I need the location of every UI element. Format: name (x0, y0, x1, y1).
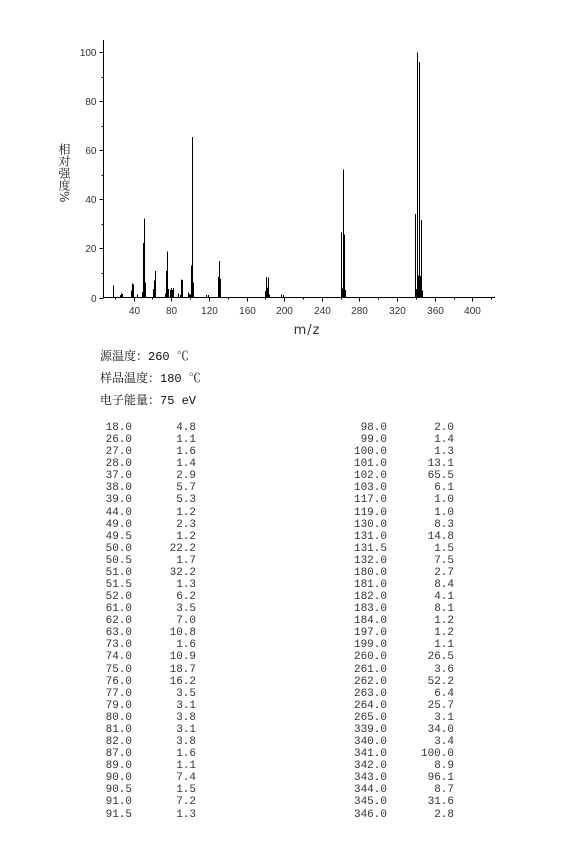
peak-row (330, 579, 454, 591)
mz-value: 339.0 (353, 723, 387, 736)
peak-row (330, 736, 454, 748)
mz-value: 81.0 (105, 723, 132, 736)
mz-value: 131.0 (353, 530, 387, 543)
mz-value: 75.0 (105, 663, 132, 676)
intensity-value: 1.0 (434, 506, 454, 519)
x-tick-label: 80 (165, 306, 178, 317)
peak-row (100, 627, 196, 639)
intensity-value: 8.7 (434, 784, 454, 797)
x-tick-label: 400 (464, 306, 481, 317)
peak-row (330, 700, 454, 712)
mz-value: 199.0 (353, 639, 387, 652)
peak-row (330, 676, 454, 688)
mz-value: 345.0 (353, 796, 387, 809)
x-tick-label: 160 (239, 306, 256, 317)
peak-row (330, 434, 454, 446)
peak-row (100, 591, 196, 603)
intensity-value: 2.7 (434, 566, 454, 579)
intensity-value: 2.3 (176, 518, 196, 531)
peak-row (100, 796, 196, 808)
mz-value: 80.0 (105, 711, 132, 724)
peak-row (330, 567, 454, 579)
intensity-value: 3.8 (176, 711, 196, 724)
peak-row (330, 591, 454, 603)
mz-value: 51.0 (105, 566, 132, 579)
peak-row (330, 809, 454, 821)
spectrum-plot (0, 0, 570, 345)
mz-value: 181.0 (353, 579, 387, 592)
peak-row (330, 784, 454, 796)
mz-value: 37.0 (105, 470, 132, 483)
mz-value: 49.5 (105, 530, 132, 543)
peak-row (100, 567, 196, 579)
peak-row (100, 603, 196, 615)
intensity-value: 2.8 (434, 808, 454, 821)
intensity-value: 18.7 (169, 663, 196, 676)
peak-row (100, 615, 196, 627)
intensity-value: 1.4 (176, 458, 196, 471)
mz-value: 344.0 (353, 784, 387, 797)
mz-value: 119.0 (353, 506, 387, 519)
intensity-value: 4.8 (176, 422, 196, 434)
intensity-value: 6.4 (434, 687, 454, 700)
y-tick-label: 60 (85, 146, 97, 157)
intensity-value: 7.2 (176, 796, 196, 809)
mz-value: 49.0 (105, 518, 132, 531)
peak-row (330, 760, 454, 772)
mz-value: 82.0 (105, 736, 132, 749)
x-tick-label: 120 (201, 306, 218, 317)
mz-value: 130.0 (353, 518, 387, 531)
mz-value: 63.0 (105, 627, 132, 640)
peak-row (330, 748, 454, 760)
peak-row (100, 688, 196, 700)
intensity-value: 1.3 (434, 446, 454, 459)
intensity-value: 1.2 (176, 506, 196, 519)
mz-value: 341.0 (353, 748, 387, 761)
intensity-value: 3.5 (176, 603, 196, 616)
mz-value: 263.0 (353, 687, 387, 700)
mz-value: 183.0 (353, 603, 387, 616)
intensity-value: 7.4 (176, 772, 196, 785)
mz-value: 76.0 (105, 675, 132, 688)
mz-value: 79.0 (105, 699, 132, 712)
intensity-value: 1.4 (434, 434, 454, 447)
x-tick-label: 360 (427, 306, 444, 317)
peak-row (330, 470, 454, 482)
mz-value: 340.0 (353, 736, 387, 749)
peak-row (330, 555, 454, 567)
peak-series (114, 52, 423, 297)
mz-value: 28.0 (105, 458, 132, 471)
electron-energy: 电子能量：75 eV (100, 394, 197, 408)
peak-row (100, 700, 196, 712)
intensity-value: 1.2 (176, 530, 196, 543)
intensity-value: 96.1 (427, 772, 454, 785)
peak-row (100, 809, 196, 821)
intensity-value: 1.3 (176, 579, 196, 592)
intensity-value: 16.2 (169, 675, 196, 688)
intensity-value: 1.1 (176, 760, 196, 773)
peak-row (330, 507, 454, 519)
mz-value: 265.0 (353, 711, 387, 724)
peak-row (330, 482, 454, 494)
mz-value: 87.0 (105, 748, 132, 761)
peak-row (330, 531, 454, 543)
peak-row (330, 724, 454, 736)
intensity-value: 1.1 (176, 434, 196, 447)
intensity-value: 3.1 (176, 699, 196, 712)
mz-value: 343.0 (353, 772, 387, 785)
mz-value: 73.0 (105, 639, 132, 652)
mz-value: 62.0 (105, 615, 132, 628)
intensity-value: 10.9 (169, 651, 196, 664)
y-tick-label: 0 (90, 294, 97, 305)
peak-table-left (100, 422, 196, 821)
mz-value: 180.0 (353, 566, 387, 579)
peak-row (330, 772, 454, 784)
intensity-value: 3.1 (176, 723, 196, 736)
intensity-value: 1.5 (434, 542, 454, 555)
mz-value: 39.0 (105, 494, 132, 507)
mz-value: 44.0 (105, 506, 132, 519)
peak-row (330, 639, 454, 651)
x-axis-label: m/z (293, 323, 321, 338)
intensity-value: 3.8 (176, 736, 196, 749)
mz-value: 264.0 (353, 699, 387, 712)
mz-value: 261.0 (353, 663, 387, 676)
peak-row (100, 784, 196, 796)
peak-row (330, 519, 454, 531)
intensity-value: 1.6 (176, 748, 196, 761)
y-tick-label: 80 (85, 97, 97, 108)
peak-row (100, 712, 196, 724)
mz-value: 98.0 (360, 422, 387, 434)
y-tick-label: 100 (79, 48, 97, 59)
intensity-value: 3.6 (434, 663, 454, 676)
mz-value: 103.0 (353, 482, 387, 495)
peak-row (100, 579, 196, 591)
peak-row (330, 796, 454, 808)
intensity-value: 3.1 (434, 711, 454, 724)
intensity-value: 1.7 (176, 554, 196, 567)
intensity-value: 22.2 (169, 542, 196, 555)
mz-value: 182.0 (353, 591, 387, 604)
intensity-value: 8.1 (434, 603, 454, 616)
mz-value: 38.0 (105, 482, 132, 495)
x-tick-label: 200 (276, 306, 293, 317)
mz-value: 91.5 (105, 808, 132, 821)
mz-value: 27.0 (105, 446, 132, 459)
intensity-value: 10.8 (169, 627, 196, 640)
mz-value: 90.0 (105, 772, 132, 785)
mz-value: 61.0 (105, 603, 132, 616)
mz-value: 51.5 (105, 579, 132, 592)
peak-row (330, 458, 454, 470)
axis-ticks (80, 48, 492, 317)
intensity-value: 2.9 (176, 470, 196, 483)
intensity-value: 65.5 (427, 470, 454, 483)
mz-value: 117.0 (353, 494, 387, 507)
mz-value: 50.5 (105, 554, 132, 567)
intensity-value: 8.9 (434, 760, 454, 773)
intensity-value: 7.5 (434, 554, 454, 567)
mz-value: 89.0 (105, 760, 132, 773)
peak-row (100, 772, 196, 784)
mz-value: 342.0 (353, 760, 387, 773)
peak-row (330, 627, 454, 639)
peak-row (330, 651, 454, 663)
peak-row (100, 555, 196, 567)
intensity-value: 1.2 (434, 615, 454, 628)
intensity-value: 5.3 (176, 494, 196, 507)
peak-row (100, 494, 196, 506)
peak-row (100, 470, 196, 482)
intensity-value: 3.5 (176, 687, 196, 700)
mz-value: 77.0 (105, 687, 132, 700)
intensity-value: 2.0 (434, 422, 454, 434)
peak-row (330, 664, 454, 676)
y-tick-label: 20 (85, 244, 97, 255)
peak-row (100, 676, 196, 688)
x-tick-label: 320 (389, 306, 406, 317)
intensity-value: 26.5 (427, 651, 454, 664)
intensity-value: 5.7 (176, 482, 196, 495)
intensity-value: 4.1 (434, 591, 454, 604)
peak-row (100, 651, 196, 663)
intensity-value: 52.2 (427, 675, 454, 688)
mz-value: 18.0 (105, 422, 132, 434)
intensity-value: 34.0 (427, 723, 454, 736)
mz-value: 262.0 (353, 675, 387, 688)
mz-value: 50.0 (105, 542, 132, 555)
intensity-value: 32.2 (169, 566, 196, 579)
peak-row (330, 712, 454, 724)
x-tick-label: 40 (128, 306, 141, 317)
peak-row (100, 531, 196, 543)
intensity-value: 1.1 (434, 639, 454, 652)
x-tick-label: 240 (314, 306, 331, 317)
mz-value: 90.5 (105, 784, 132, 797)
peak-row (100, 736, 196, 748)
intensity-value: 1.3 (176, 808, 196, 821)
peak-row (330, 422, 454, 434)
intensity-value: 25.7 (427, 699, 454, 712)
intensity-value: 100.0 (420, 748, 454, 761)
intensity-value: 14.8 (427, 530, 454, 543)
mz-value: 184.0 (353, 615, 387, 628)
mz-value: 131.5 (353, 542, 387, 555)
mz-value: 197.0 (353, 627, 387, 640)
intensity-value: 1.2 (434, 627, 454, 640)
mz-value: 102.0 (353, 470, 387, 483)
intensity-value: 6.1 (434, 482, 454, 495)
sample-temperature: 样品温度：180 ℃ (100, 372, 201, 386)
intensity-value: 6.2 (176, 591, 196, 604)
mz-value: 260.0 (353, 651, 387, 664)
mz-value: 91.0 (105, 796, 132, 809)
mz-value: 74.0 (105, 651, 132, 664)
peak-row (330, 543, 454, 555)
mz-value: 101.0 (353, 458, 387, 471)
intensity-value: 1.0 (434, 494, 454, 507)
intensity-value: 13.1 (427, 458, 454, 471)
peak-row (100, 639, 196, 651)
peak-row (100, 543, 196, 555)
peak-row (100, 519, 196, 531)
intensity-value: 8.4 (434, 579, 454, 592)
mz-value: 99.0 (360, 434, 387, 447)
peak-row (100, 482, 196, 494)
intensity-value: 3.4 (434, 736, 454, 749)
intensity-value: 1.6 (176, 639, 196, 652)
mz-value: 100.0 (353, 446, 387, 459)
intensity-value: 31.6 (427, 796, 454, 809)
source-temperature: 源温度：260 ℃ (100, 350, 189, 364)
peak-row (330, 688, 454, 700)
mz-value: 52.0 (105, 591, 132, 604)
peak-row (100, 664, 196, 676)
peak-row (100, 458, 196, 470)
peak-row (330, 615, 454, 627)
intensity-value: 1.5 (176, 784, 196, 797)
y-tick-label: 40 (85, 195, 97, 206)
intensity-value: 8.3 (434, 518, 454, 531)
mz-value: 346.0 (353, 808, 387, 821)
peak-row (100, 434, 196, 446)
mz-value: 132.0 (353, 554, 387, 567)
peak-row (100, 760, 196, 772)
peak-row (330, 494, 454, 506)
peak-row (100, 507, 196, 519)
peak-row (330, 446, 454, 458)
peak-row (100, 446, 196, 458)
mz-value: 26.0 (105, 434, 132, 447)
peak-row (100, 422, 196, 434)
intensity-value: 1.6 (176, 446, 196, 459)
x-tick-label: 280 (351, 306, 368, 317)
intensity-value: 7.0 (176, 615, 196, 628)
peak-row (330, 603, 454, 615)
peak-row (100, 748, 196, 760)
peak-table-right (330, 422, 454, 821)
peak-row (100, 724, 196, 736)
y-axis-label: 相对强度% (57, 143, 71, 203)
